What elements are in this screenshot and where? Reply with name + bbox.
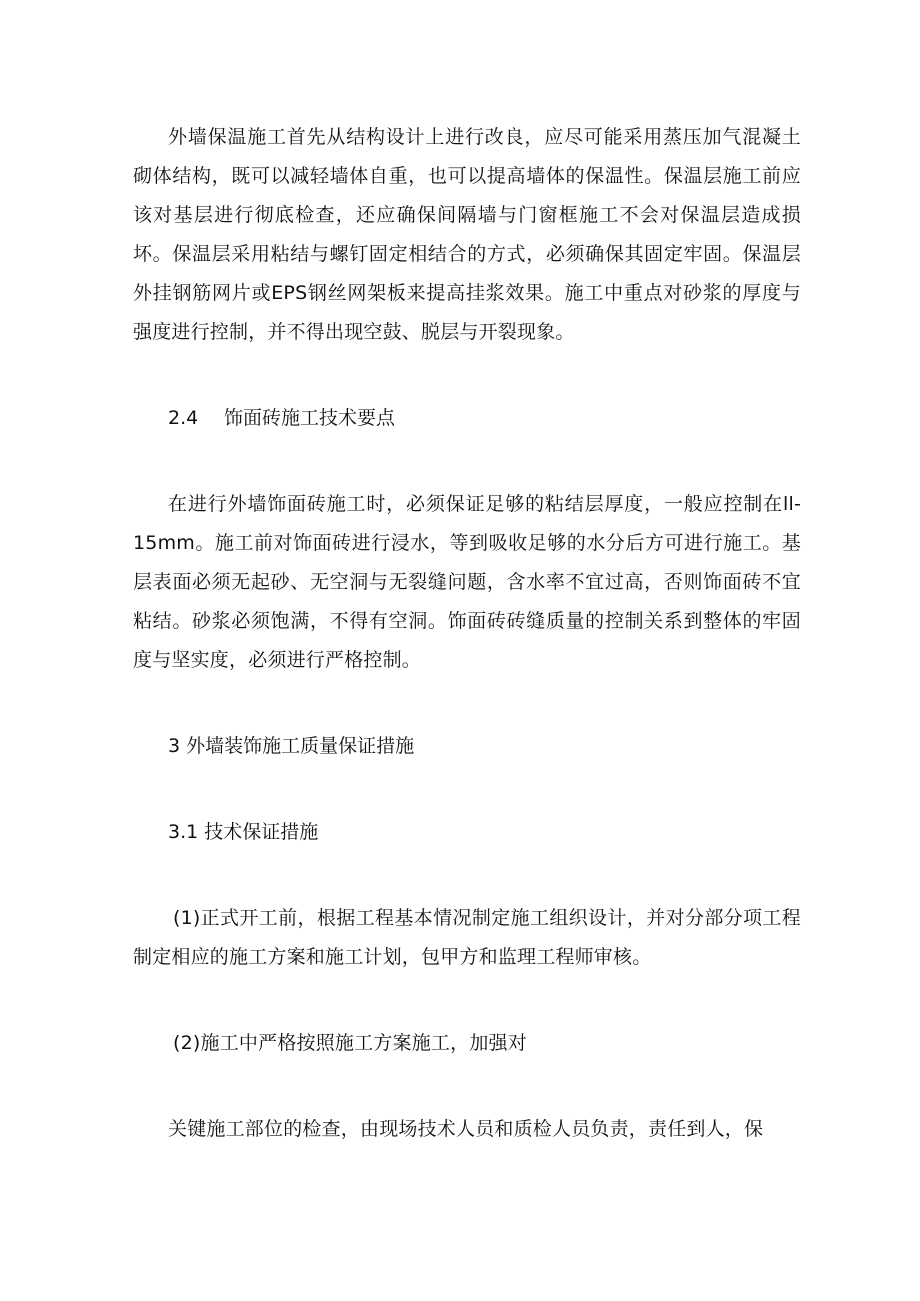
spacer <box>133 438 801 485</box>
paragraph-insulation: 外墙保温施工首先从结构设计上进行改良，应尽可能采用蒸压加气混凝土砌体结构，既可以减轻墙体自重，也可以提高墙体的保温性。保温层施工前应该对基层进行彻底检查，还应确保间隔墙与门窗框施工不会对保温层造成损坏。保温层采用粘结与螺钉固定相结合的方式，必须确保其固定牢固。保温层外挂钢筋网片或EPS钢丝网架板来提高挂浆效果。施工中重点对砂浆的厚度与强度进行控制，并不得出现空鼓、脱层与开裂现象。 <box>133 126 801 343</box>
spacer <box>133 977 801 1024</box>
spacer <box>133 852 801 899</box>
section-heading-3: 3 外墙装饰施工质量保证措施 <box>168 735 415 757</box>
list-item-2: (2)施工中严格按照施工方案施工，加强对 <box>173 1032 527 1054</box>
spacer <box>133 1063 801 1110</box>
section-number: 2.4 <box>168 407 199 429</box>
spacer <box>133 352 801 399</box>
section-heading-3-1: 3.1 技术保证措施 <box>168 821 319 843</box>
paragraph-tile: 在进行外墙饰面砖施工时，必须保证足够的粘结层厚度，一般应控制在ll-15mm。施工前对饰面砖进行浸水，等到吸收足够的水分后方可进行施工。基层表面必须无起砂、无空洞与无裂缝问题，含水率不宜过高，否则饰面砖不宜粘结。砂浆必须饱满，不得有空洞。饰面砖砖缝质量的控制关系到整体的牢固度与坚实度，必须进行严格控制。 <box>133 493 801 671</box>
section-heading-2-4 <box>133 399 801 438</box>
list-item-1: (1)正式开工前，根据工程基本情况制定施工组织设计，并对分部分项工程制定相应的施工方案和施工计划，包甲方和监理工程师审核。 <box>133 907 801 968</box>
paragraph-continuation: 关键施工部位的检查，由现场技术人员和质检人员负责，责任到人，保 <box>168 1118 764 1140</box>
spacer <box>133 766 801 813</box>
spacer <box>133 680 801 727</box>
section-title: 饰面砖施工技术要点 <box>224 407 396 429</box>
document-body <box>133 118 801 1149</box>
